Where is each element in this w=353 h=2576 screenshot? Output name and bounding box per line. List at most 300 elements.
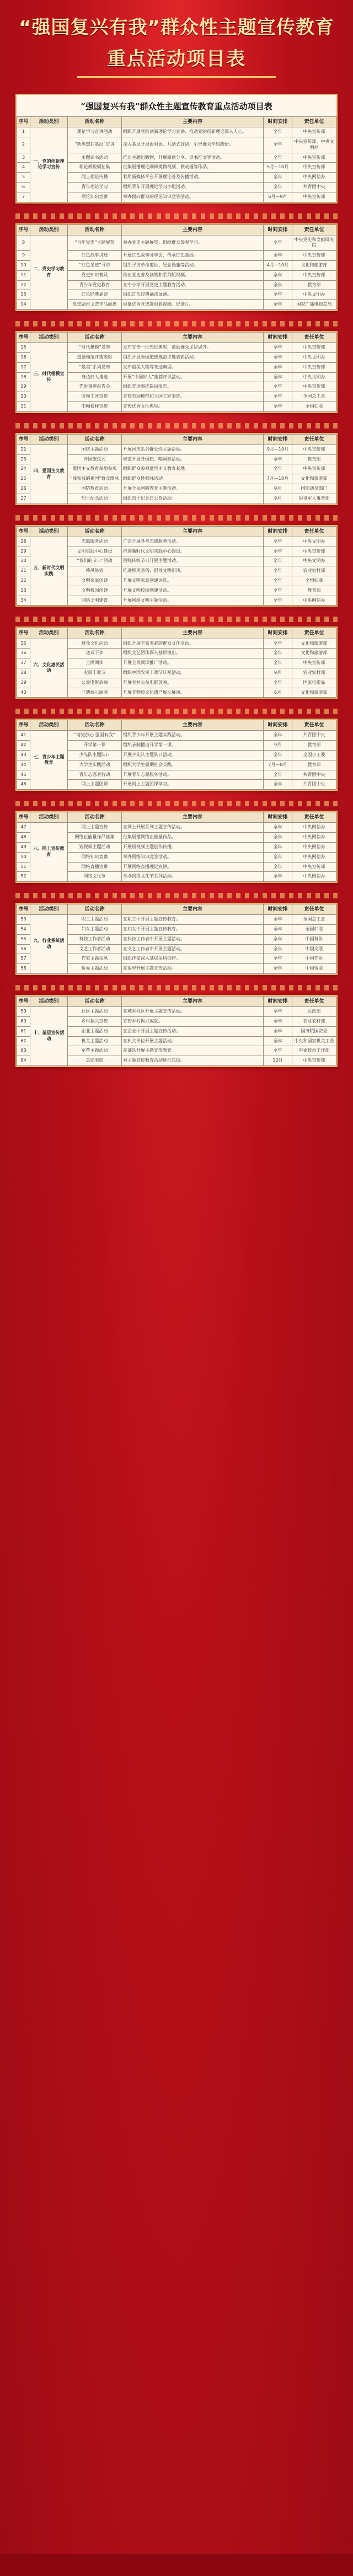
- activity-time: 全年: [264, 401, 292, 411]
- table-section: [15, 903, 338, 975]
- activity-content: 征集展播网络正能量作品。: [122, 833, 264, 843]
- responsible-unit: 文化和旅游部: [292, 474, 336, 484]
- row-number: 64: [17, 1056, 30, 1066]
- table-section: [15, 525, 338, 607]
- column-header: 责任单位: [292, 117, 336, 127]
- activity-name: 国庆主题活动: [68, 444, 122, 454]
- activity-name: 志愿服务活动: [68, 537, 122, 547]
- activity-table: [17, 904, 336, 974]
- activity-time: 全年: [264, 1026, 292, 1036]
- activity-name: 军营主题活动: [68, 1046, 122, 1056]
- row-number: 42: [17, 741, 30, 751]
- table-row: [17, 1007, 336, 1017]
- column-header: 责任单位: [292, 333, 336, 343]
- footer-band: [0, 2554, 353, 2576]
- activity-time: 7月—10月: [264, 474, 292, 484]
- activity-content: 组织录制播出开学第一课。: [122, 741, 264, 751]
- activity-time: 9月: [264, 668, 292, 678]
- responsible-unit: 国家电影局: [292, 678, 336, 688]
- responsible-unit: 全国总工会: [292, 392, 336, 402]
- responsible-unit: 中央网信办: [292, 596, 336, 606]
- activity-content: 展播优秀党史题材影视剧、纪录片。: [122, 300, 264, 310]
- activity-content: 组织青年开展理论学习小组活动。: [122, 182, 264, 192]
- column-header: 活动名称: [68, 720, 122, 731]
- responsible-unit: 中央党史和文献研究院: [292, 235, 336, 251]
- activity-table: [17, 224, 336, 310]
- activity-name: 文明校园创建: [68, 586, 122, 596]
- column-header: 责任单位: [292, 526, 336, 537]
- activity-time: 4月—10月: [264, 261, 292, 271]
- activity-content: 开展文明校园创建活动。: [122, 586, 264, 596]
- column-header: 责任单位: [292, 628, 336, 639]
- activity-time: 全年: [264, 382, 292, 392]
- column-header: 序号: [17, 526, 30, 537]
- activity-time: 全年: [264, 270, 292, 280]
- activity-name: 总结表彰: [68, 1056, 122, 1066]
- activity-time: 全年: [264, 852, 292, 862]
- table-header-row: [17, 997, 336, 1007]
- activity-name: 大学生实践活动: [68, 760, 122, 770]
- activity-time: 全年: [264, 842, 292, 852]
- responsible-unit: 共青团中央: [292, 731, 336, 741]
- activity-content: 推出主题出版物，开展阅读分享、读书征文等活动。: [122, 153, 264, 163]
- section-ornament: [15, 515, 338, 521]
- row-number: 19: [17, 382, 30, 392]
- activity-content: 组织群众性歌咏活动。: [122, 474, 264, 484]
- activity-time: 全年: [264, 649, 292, 658]
- activity-content: 开展短视频主题创作传播。: [122, 842, 264, 852]
- column-header: 活动名称: [68, 812, 122, 823]
- activity-time: 全年: [264, 1007, 292, 1017]
- row-number: 46: [17, 780, 30, 790]
- column-header: 活动名称: [68, 434, 122, 444]
- activity-content: 宣传优秀女性典型。: [122, 401, 264, 411]
- activity-content: 开展网络文明主题活动。: [122, 596, 264, 606]
- row-number: 26: [17, 484, 30, 494]
- responsible-unit: 农业农村部: [292, 566, 336, 576]
- row-number: 41: [17, 731, 30, 741]
- activity-name: 短视频主题活动: [68, 842, 122, 852]
- table-section: [15, 433, 338, 505]
- row-number: 27: [17, 494, 30, 504]
- activity-time: 全年: [264, 596, 292, 606]
- activity-name: 送戏下乡: [68, 649, 122, 658]
- activity-content: 发布宣传一批先进典型，激励群众见贤思齐。: [122, 343, 264, 353]
- column-header: 时间安排: [264, 224, 292, 235]
- activity-category: 十、基层宣传活动: [30, 1007, 68, 1066]
- column-header: 活动类别: [30, 117, 68, 127]
- responsible-unit: 全国妇联: [292, 576, 336, 586]
- table-row: [17, 823, 336, 833]
- activity-time: 全年: [264, 862, 292, 872]
- responsible-unit: 文化和旅游部: [292, 261, 336, 271]
- column-header: 活动名称: [68, 117, 122, 127]
- row-number: 14: [17, 300, 30, 310]
- column-header: 时间安排: [264, 628, 292, 639]
- activity-name: 理论学习宣讲活动: [68, 127, 122, 137]
- column-header: 责任单位: [292, 434, 336, 444]
- activity-table: [17, 116, 336, 202]
- activity-content: 组织开展党的创新理论学习宣讲，推动党的创新理论深入人心。: [122, 127, 264, 137]
- column-header: 活动类别: [30, 904, 68, 915]
- responsible-unit: 中央文明办: [292, 290, 336, 300]
- row-number: 55: [17, 934, 30, 944]
- responsible-unit: 中央宣传部: [292, 382, 336, 392]
- column-header: 活动名称: [68, 904, 122, 915]
- activity-time: 全年: [264, 173, 292, 183]
- column-header: 活动名称: [68, 224, 122, 235]
- activity-time: 全年: [264, 934, 292, 944]
- activity-content: 在网上开展系列主题宣传活动。: [122, 823, 264, 833]
- activity-table: [17, 526, 336, 606]
- responsible-unit: 文化和旅游部: [292, 649, 336, 658]
- column-header: 活动类别: [30, 333, 68, 343]
- activity-content: 征集展播理论阐释类微视频、微动漫等作品。: [122, 163, 264, 173]
- row-number: 9: [17, 251, 30, 261]
- activity-content: 举办网络文化节系列活动。: [122, 872, 264, 882]
- activity-content: 宣传劳动模范和大国工匠事迹。: [122, 392, 264, 402]
- activity-content: 推进移风易俗，倡导文明新风。: [122, 566, 264, 576]
- activity-name: 党史知识普及: [68, 270, 122, 280]
- activity-name: “红色足迹”寻访: [68, 261, 122, 271]
- activity-time: 全年: [264, 833, 292, 843]
- responsible-unit: 中国科协: [292, 934, 336, 944]
- row-number: 48: [17, 833, 30, 843]
- activity-time: 全年: [264, 556, 292, 566]
- column-header: 主要内容: [122, 224, 264, 235]
- activity-time: 全年: [264, 280, 292, 290]
- activity-name: 红色故事讲述: [68, 251, 122, 261]
- column-header: 时间安排: [264, 904, 292, 915]
- table-header-row: [17, 720, 336, 731]
- row-number: 45: [17, 770, 30, 780]
- activity-time: 全年: [264, 454, 292, 464]
- column-header: 责任单位: [292, 720, 336, 731]
- column-header: 活动类别: [30, 526, 68, 537]
- row-number: 22: [17, 444, 30, 454]
- activity-name: 主题读书活动: [68, 153, 122, 163]
- row-number: 63: [17, 1046, 30, 1056]
- activity-content: 开展少先队主题队日活动。: [122, 751, 264, 761]
- row-number: 13: [17, 290, 30, 300]
- activity-name: 国防教育活动: [68, 484, 122, 494]
- activity-time: 6月—9月: [264, 192, 292, 202]
- row-number: 57: [17, 954, 30, 964]
- activity-time: 全年: [264, 823, 292, 833]
- responsible-unit: 中央网信办: [292, 833, 336, 843]
- responsible-unit: 教育部: [292, 760, 336, 770]
- responsible-unit: 军委政治工作部: [292, 1046, 336, 1056]
- activity-name: 青少年党史教育: [68, 280, 122, 290]
- column-header: 时间安排: [264, 333, 292, 343]
- responsible-unit: 中央宣传部: [292, 270, 336, 280]
- table-section: [15, 811, 338, 883]
- table-header-row: [17, 904, 336, 915]
- row-number: 4: [17, 163, 30, 173]
- activity-name: 青年理论学习: [68, 182, 122, 192]
- row-number: 11: [17, 270, 30, 280]
- table-header-row: [17, 117, 336, 127]
- activity-table: [17, 332, 336, 412]
- activity-name: 网络文明建设: [68, 596, 122, 606]
- activity-content: 广泛开展各类志愿服务活动。: [122, 537, 264, 547]
- column-header: 责任单位: [292, 997, 336, 1007]
- activity-name: 全民阅读: [68, 658, 122, 668]
- row-number: 33: [17, 586, 30, 596]
- table-row: [17, 915, 336, 925]
- activity-content: 开展网络直播理论宣讲。: [122, 862, 264, 872]
- activity-time: 全年: [264, 770, 292, 780]
- section-ornament: [15, 213, 338, 219]
- activity-time: 全年: [264, 1017, 292, 1027]
- activity-name: 劳模工匠宣传: [68, 392, 122, 402]
- activity-time: 全年: [264, 300, 292, 310]
- section-ornament: [15, 801, 338, 806]
- row-number: 32: [17, 576, 30, 586]
- column-header: 序号: [17, 628, 30, 639]
- responsible-unit: 中央网信办: [292, 842, 336, 852]
- responsible-unit: 中央文明办: [292, 537, 336, 547]
- responsible-unit: 农业农村部: [292, 1017, 336, 1027]
- row-number: 54: [17, 925, 30, 935]
- row-number: 56: [17, 944, 30, 954]
- table-section: [15, 626, 338, 699]
- column-header: 时间安排: [264, 812, 292, 823]
- row-number: 25: [17, 474, 30, 484]
- row-number: 59: [17, 1007, 30, 1017]
- activity-time: 全年: [264, 915, 292, 925]
- column-header: 活动名称: [68, 628, 122, 639]
- column-header: 主要内容: [122, 526, 264, 537]
- activity-content: 开展“中国好人”推荐评议活动。: [122, 372, 264, 382]
- responsible-unit: 中央宣传部: [292, 1056, 336, 1066]
- activity-name: 网上主题宣传: [68, 823, 122, 833]
- activity-time: 全年: [264, 1036, 292, 1046]
- activity-content: 发布最美人物等先进典型。: [122, 362, 264, 372]
- responsible-unit: 中央宣传部、中央文明办: [292, 137, 336, 153]
- responsible-unit: 全国妇联: [292, 925, 336, 935]
- column-header: 责任单位: [292, 904, 336, 915]
- table-section: [15, 719, 338, 791]
- activity-content: 在侨界开展主题宣传活动。: [122, 964, 264, 974]
- responsible-unit: 中央宣传部: [292, 444, 336, 454]
- activity-content: 组织烈士纪念日公祭活动。: [122, 494, 264, 504]
- activity-name: 网络直播宣讲: [68, 862, 122, 872]
- activity-name: 爱国主义教育基地参观: [68, 464, 122, 474]
- activity-time: 全年: [264, 235, 292, 251]
- row-number: 16: [17, 352, 30, 362]
- activity-name: 网上理论传播: [68, 173, 122, 183]
- table-row: [17, 639, 336, 649]
- activity-name: 烈士纪念活动: [68, 494, 122, 504]
- activity-time: 全年: [264, 372, 292, 382]
- row-number: 34: [17, 596, 30, 606]
- row-number: 5: [17, 173, 30, 183]
- activity-table: [17, 628, 336, 698]
- column-header: 主要内容: [122, 720, 264, 731]
- activity-name: 党史题材文艺作品展播: [68, 300, 122, 310]
- column-header: 主要内容: [122, 904, 264, 915]
- activity-name: 文艺工作者活动: [68, 944, 122, 954]
- column-header: 时间安排: [264, 526, 292, 537]
- responsible-unit: 中央宣传部: [292, 464, 336, 474]
- activity-time: 9月—10月: [264, 444, 292, 454]
- responsible-unit: 教育部: [292, 454, 336, 464]
- table-header-row: [17, 434, 336, 444]
- column-header: 序号: [17, 812, 30, 823]
- responsible-unit: 中央宣传部: [292, 127, 336, 137]
- responsible-unit: 国防动员部门: [292, 484, 336, 494]
- activity-content: 开展全民国防教育主题活动。: [122, 484, 264, 494]
- activity-content: 深入基层开展面对面、互动式宣讲，引导群众学思践悟。: [122, 137, 264, 153]
- activity-time: 全年: [264, 392, 292, 402]
- activity-name: 青年志愿者行动: [68, 770, 122, 780]
- table-header-row: [17, 333, 336, 343]
- table-header-row: [17, 224, 336, 235]
- activity-category: 九、行业系统活动: [30, 915, 68, 974]
- activity-time: 12月: [264, 1056, 292, 1066]
- row-number: 30: [17, 556, 30, 566]
- activity-content: 在企业中开展主题宣传活动。: [122, 1026, 264, 1036]
- activity-time: 6月: [264, 688, 292, 698]
- row-number: 28: [17, 537, 30, 547]
- responsible-unit: 中国文联: [292, 944, 336, 954]
- column-header: 主要内容: [122, 628, 264, 639]
- activity-time: 全年: [264, 780, 292, 790]
- activity-name: 文明家庭创建: [68, 576, 122, 586]
- column-header: 活动名称: [68, 333, 122, 343]
- responsible-unit: 共青团中央: [292, 780, 336, 790]
- activity-content: 在文艺工作者中开展主题活动。: [122, 944, 264, 954]
- activity-content: 规范开展升国旗、唱国歌活动。: [122, 454, 264, 464]
- activity-name: 少先队主题队日: [68, 751, 122, 761]
- table-row: [17, 537, 336, 547]
- column-header: 活动名称: [68, 526, 122, 537]
- activity-content: 开展文明家庭创建评选。: [122, 576, 264, 586]
- activity-time: 全年: [264, 127, 292, 137]
- row-number: 40: [17, 688, 30, 698]
- table-row: [17, 343, 336, 353]
- responsible-unit: 共青团中央: [292, 770, 336, 780]
- column-header: 时间安排: [264, 997, 292, 1007]
- activity-time: 全年: [264, 576, 292, 586]
- responsible-unit: 国家广播电视总局: [292, 300, 336, 310]
- table-section: [15, 223, 338, 312]
- activity-table: [17, 720, 336, 790]
- activity-content: 开展国庆系列群众性主题活动。: [122, 444, 264, 454]
- row-number: 3: [17, 153, 30, 163]
- responsible-unit: 中央宣传部: [292, 163, 336, 173]
- activity-content: 在机关单位开展主题活动。: [122, 1036, 264, 1046]
- activity-name: 巾帼榜样宣传: [68, 401, 122, 411]
- activity-time: 5月—10月: [264, 163, 292, 173]
- activity-content: 组织中国农民丰收节庆祝活动。: [122, 668, 264, 678]
- column-header: 时间安排: [264, 720, 292, 731]
- column-header: 序号: [17, 224, 30, 235]
- activity-content: 开展红色故事分享会，传承红色基因。: [122, 251, 264, 261]
- activity-name: 农民丰收节: [68, 668, 122, 678]
- activity-name: 升国旗仪式: [68, 454, 122, 464]
- responsible-unit: 中央网信办: [292, 872, 336, 882]
- sections-container: [0, 94, 353, 1067]
- activity-time: 全年: [264, 153, 292, 163]
- activity-time: 全年: [264, 182, 292, 192]
- activity-content: 在妇女中开展主题宣传教育。: [122, 925, 264, 935]
- section-ornament: [15, 985, 338, 990]
- activity-name: 移风易俗: [68, 566, 122, 576]
- row-number: 43: [17, 751, 30, 761]
- section-ornament: [15, 321, 338, 326]
- activity-name: 社区主题活动: [68, 1007, 122, 1017]
- responsible-unit: 文化和旅游部: [292, 639, 336, 649]
- table-section: [15, 94, 338, 203]
- row-number: 7: [17, 192, 30, 202]
- activity-content: 开展全民阅读推广活动。: [122, 658, 264, 668]
- activity-time: 全年: [264, 464, 292, 474]
- responsible-unit: 中国侨联: [292, 964, 336, 974]
- activity-time: 全年: [264, 566, 292, 576]
- activity-content: 开展非物质文化遗产展示展演。: [122, 688, 264, 698]
- row-number: 38: [17, 668, 30, 678]
- column-header: 主要内容: [122, 997, 264, 1007]
- activity-time: 全年: [264, 586, 292, 596]
- activity-category: 五、新时代文明实践: [30, 537, 68, 606]
- column-header: 活动类别: [30, 997, 68, 1007]
- row-number: 24: [17, 464, 30, 474]
- page-header: [0, 0, 353, 94]
- activity-content: 推出党史普及读物和系列短视频。: [122, 270, 264, 280]
- activity-content: 组织群众参观爱国主义教育基地。: [122, 464, 264, 474]
- responsible-unit: 中央网信办: [292, 852, 336, 862]
- activity-time: 全年: [264, 547, 292, 556]
- row-number: 1: [17, 127, 30, 137]
- row-number: 6: [17, 182, 30, 192]
- activity-time: 9月: [264, 741, 292, 751]
- activity-category: 一、党的创新理论学习宣传: [30, 127, 68, 202]
- activity-time: 全年: [264, 964, 292, 974]
- activity-time: 全年: [264, 362, 292, 372]
- activity-content: 宣传乡村振兴成就。: [122, 1017, 264, 1027]
- column-header: 序号: [17, 434, 30, 444]
- activity-content: 利用新媒体平台开展理论普及传播活动。: [122, 173, 264, 183]
- responsible-unit: 中央宣传部: [292, 862, 336, 872]
- row-number: 36: [17, 649, 30, 658]
- responsible-unit: 教育部: [292, 741, 336, 751]
- activity-content: 在城乡社区开展主题宣传活动。: [122, 1007, 264, 1017]
- responsible-unit: 全国妇联: [292, 401, 336, 411]
- row-number: 10: [17, 261, 30, 271]
- column-header: 主要内容: [122, 333, 264, 343]
- activity-content: 组织作家深入基层采风创作。: [122, 954, 264, 964]
- section-ornament: [15, 893, 338, 898]
- responsible-unit: 中央文明办: [292, 372, 336, 382]
- row-number: 49: [17, 842, 30, 852]
- activity-time: 7月—8月: [264, 760, 292, 770]
- row-number: 12: [17, 280, 30, 290]
- row-number: 20: [17, 392, 30, 402]
- row-number: 47: [17, 823, 30, 833]
- responsible-unit: 中央宣传部: [292, 153, 336, 163]
- activity-name: 侨界主题活动: [68, 964, 122, 974]
- table-row: [17, 235, 336, 251]
- row-number: 2: [17, 137, 30, 153]
- activity-name: 非遗展示展演: [68, 688, 122, 698]
- row-number: 44: [17, 760, 30, 770]
- activity-time: 全年: [264, 678, 292, 688]
- responsible-unit: 中央网信办: [292, 823, 336, 833]
- header-title-line1: “强国复兴有我”群众性主题宣传教育: [19, 17, 334, 39]
- activity-time: 9月: [264, 494, 292, 504]
